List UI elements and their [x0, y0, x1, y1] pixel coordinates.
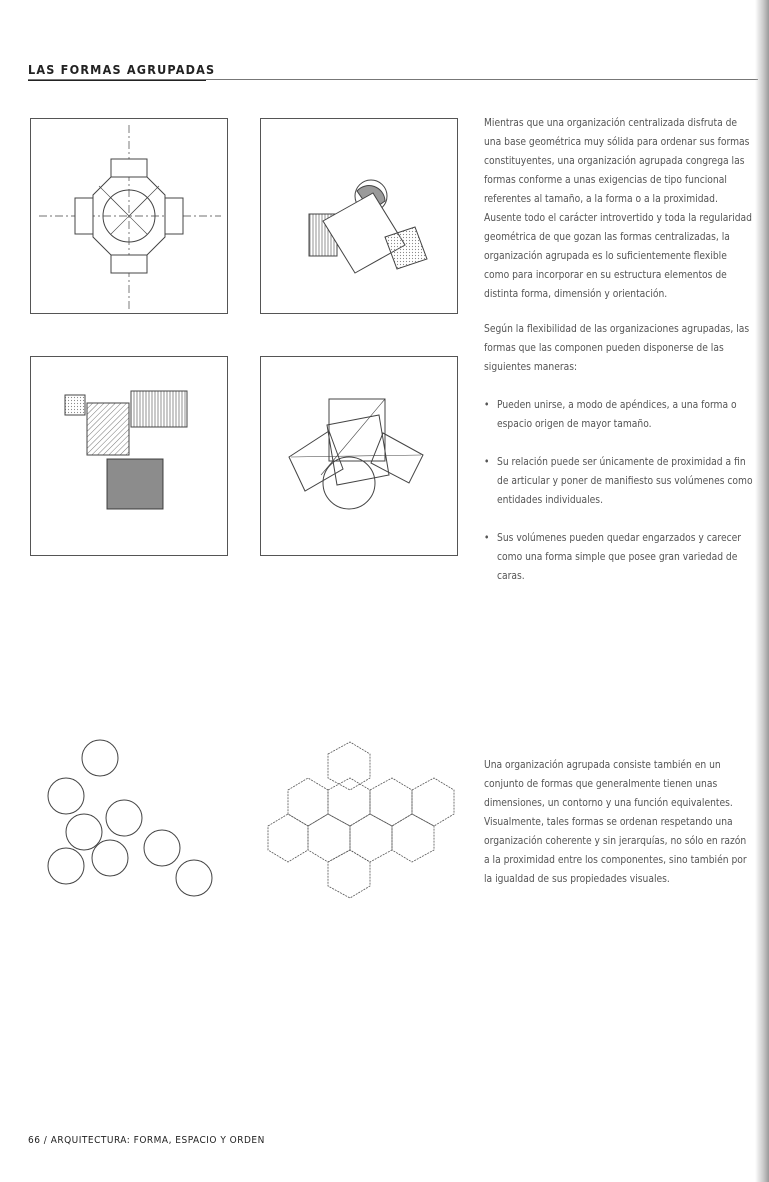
- bullet-item: • Su relación puede ser únicamente de proximidad a fin de articular y poner de manifiesto sus volúmenes como entidades individuales.: [484, 453, 754, 510]
- figure-centralized-organization: [30, 118, 228, 314]
- figure-proximity-forms: [30, 356, 228, 556]
- paragraph-arrangements: Según la flexibilidad de las organizaciones agrupadas, las formas que las componen pueden disponerse de las siguientes maneras:: [484, 324, 750, 373]
- figure-hexagon-cluster: [258, 732, 462, 908]
- paragraph-intro: Mientras que una organización centralizada disfruta de una base geométrica muy sólida para ordenar sus formas constituyentes, una organización agrupada congrega las formas conforme a unas exigencias de tipo funcional referentes al tamaño, a la forma o a la proximidad. Ausente todo el carácter introvertido y toda la regularidad geométrica de que gozan las formas centralizadas, la organización agrupada es lo suficientemente flexible como para incorporar en su estructura elementos de distinta forma, dimensión y orientación.: [484, 118, 752, 300]
- figure-appended-forms: [260, 118, 458, 314]
- page-binding-shadow: [755, 0, 769, 1182]
- cluster-paragraph-column: [484, 756, 754, 889]
- page-footer: 66 / ARQUITECTURA: FORMA, ESPACIO Y ORDEN: [28, 1135, 265, 1146]
- figure-circle-cluster: [30, 728, 230, 908]
- header-rule-accent: [28, 80, 206, 81]
- bullet-list: [484, 396, 754, 586]
- page-title: LAS FORMAS AGRUPADAS: [28, 62, 216, 77]
- bullet-item: • Sus volúmenes pueden quedar engarzados y carecer como una forma simple que posee gran variedad de caras.: [484, 529, 754, 586]
- intro-paragraph-column: [484, 114, 754, 605]
- figure-interlocked-forms: [260, 356, 458, 556]
- paragraph-cluster-visual: Visualmente, tales formas se ordenan respetando una organización coherente y sin jerarquías, no sólo en razón a la proximidad entre los componentes, sino también por la igualdad de sus propiedades visuales.: [484, 817, 747, 885]
- paragraph-cluster-definition: Una organización agrupada consiste también en un conjunto de formas que generalmente tienen unas dimensiones, un contorno y una función equivalentes.: [484, 760, 733, 809]
- bullet-item: • Pueden unirse, a modo de apéndices, a una forma o espacio origen de mayor tamaño.: [484, 396, 754, 434]
